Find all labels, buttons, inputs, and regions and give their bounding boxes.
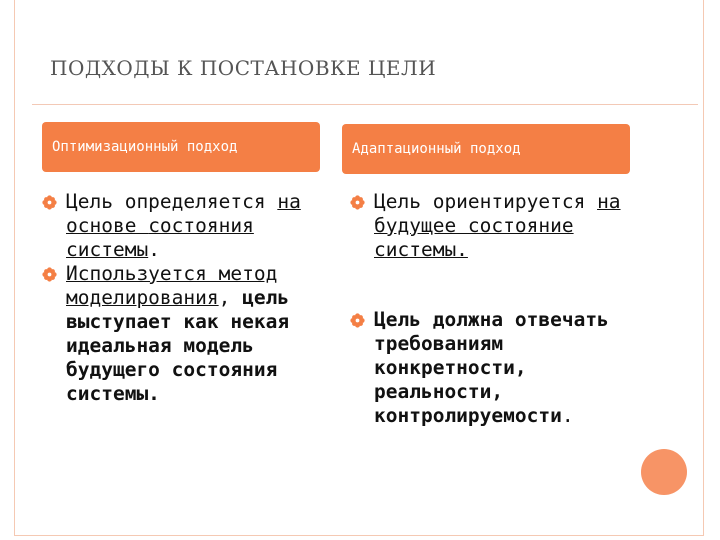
gear-flower-icon xyxy=(350,313,365,328)
slide-title: ПОДХОДЫ К ПОСТАНОВКЕ ЦЕЛИ xyxy=(50,56,437,80)
title-divider xyxy=(32,104,698,105)
bullet-text: . xyxy=(148,238,160,261)
gear-flower-icon xyxy=(42,195,57,210)
bullet-item xyxy=(40,190,330,262)
header-label: Адаптационный подход xyxy=(352,140,521,157)
bullet-item xyxy=(40,262,330,406)
bullet-text: , xyxy=(218,286,243,309)
bullet-item xyxy=(348,308,638,428)
header-label: Оптимизационный подход xyxy=(52,138,238,155)
optimization-bullets xyxy=(40,190,330,406)
bullet-text: Цель ориентируется xyxy=(374,190,598,213)
bullet-text: Цель определяется xyxy=(66,190,278,213)
optimization-approach-header xyxy=(42,122,320,172)
decorative-circle xyxy=(641,449,687,495)
gear-flower-icon xyxy=(350,195,365,210)
bullet-text-underlined: на основе xyxy=(66,190,301,237)
adaptive-bullets xyxy=(348,190,638,428)
bullet-text: . xyxy=(561,404,574,427)
bullet-text-underlined: на будущее состояние системы. xyxy=(374,190,621,261)
bullet-text-underlined: состояния системы xyxy=(66,214,254,261)
gear-flower-icon xyxy=(42,267,57,282)
bullet-text-bold: Цель должна отвечать требованиям конкретности, реальности, контролируемости xyxy=(374,308,609,427)
bullet-text-underlined: Используется метод моделирования xyxy=(66,262,278,309)
bullet-text-bold: цель выступает как некая идеальная модель будущего состояния системы. xyxy=(66,286,290,405)
adaptive-approach-header xyxy=(342,124,630,174)
bullet-item xyxy=(348,190,638,262)
